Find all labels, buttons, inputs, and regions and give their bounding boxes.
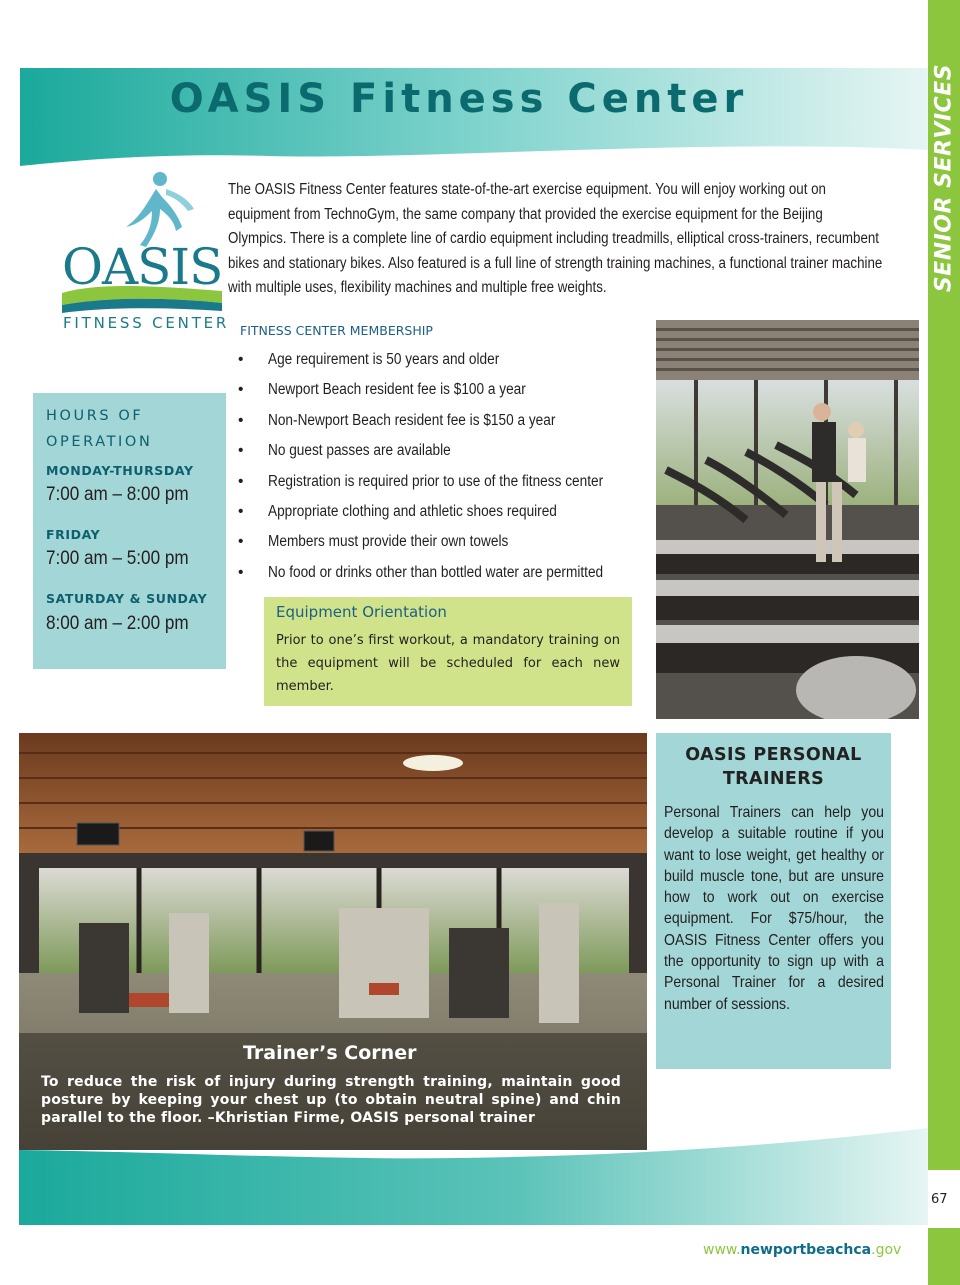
footer-band — [19, 1124, 928, 1225]
section-side-label: SENIOR SERVICES — [931, 63, 957, 293]
trainers-corner-body: To reduce the risk of injury during strength training, maintain good posture by keeping your chest up (to obtain neutral spine) and chin parallel to the floor. –Khristian Firme, OASIS personal trainer — [41, 1074, 621, 1126]
membership-title: FITNESS CENTER MEMBERSHIP — [240, 323, 433, 338]
logo-wordmark: OASIS — [62, 238, 223, 296]
bullet-icon: • — [238, 563, 244, 581]
bullet-icon: • — [238, 502, 244, 520]
equipment-orientation-box — [264, 597, 632, 706]
section-side-tab-lower — [928, 1228, 960, 1285]
hours-day-label: FRIDAY — [46, 527, 101, 542]
orientation-body: Prior to one’s first workout, a mandatory training on the equipment will be scheduled for each new member. — [276, 633, 620, 694]
bullet-icon: • — [238, 381, 244, 399]
hours-time: 7:00 am – 5:00 pm — [46, 548, 189, 569]
orientation-title: Equipment Orientation — [276, 603, 447, 621]
hours-time: 8:00 am – 2:00 pm — [46, 613, 189, 634]
hours-day-label: MONDAY-THURSDAY — [46, 463, 194, 478]
bullet-icon: • — [238, 411, 244, 429]
intro-paragraph: The OASIS Fitness Center features state-of-the-art exercise equipment. You will enjoy working out on equipment from TechnoGym, the same company that provided the exercise equipment for the Beijing Olympics. There is a complete line of cardio equipment including treadmills, elliptical cross-trainers, recumbent bikes and stationary bikes. Also featured is a full line of strength training machines, a functional trainer machine with multiple uses, flexibility machines and multiple free weights. — [228, 181, 883, 297]
page-number: 67 — [931, 1192, 948, 1207]
logo-subtitle: FITNESS CENTER — [63, 314, 230, 332]
bullet-icon: • — [238, 351, 244, 368]
personal-trainers-body: Personal Trainers can help you develop a suitable routine if you want to lose weight, get healthy or build muscle tone, but are unsure how to work out on exercise equipment. For $75/hour, the OASIS Fitness Center offers you the opportunity to sign up with a Personal Trainer for a desired number of sessions. — [664, 804, 884, 1013]
personal-trainers-box — [656, 733, 891, 1069]
bullet-icon: • — [238, 472, 244, 490]
website-link[interactable]: www.newportbeachca.gov — [703, 1242, 902, 1258]
trainers-corner-title: Trainer’s Corner — [243, 1042, 417, 1064]
hours-title-line2: OPERATION — [46, 434, 153, 450]
personal-trainers-title-line1: OASIS PERSONAL — [685, 745, 862, 765]
hours-title-line1: HOURS OF — [46, 408, 144, 424]
page-title: OASIS Fitness Center — [169, 76, 749, 122]
bullet-icon: • — [238, 442, 244, 460]
hours-time: 7:00 am – 8:00 pm — [46, 484, 189, 505]
bullet-icon: • — [238, 533, 244, 551]
hours-day-label: SATURDAY & SUNDAY — [46, 591, 208, 606]
personal-trainers-title-line2: TRAINERS — [722, 769, 825, 789]
treadmill-photo — [656, 320, 919, 719]
hours-box — [33, 393, 226, 669]
